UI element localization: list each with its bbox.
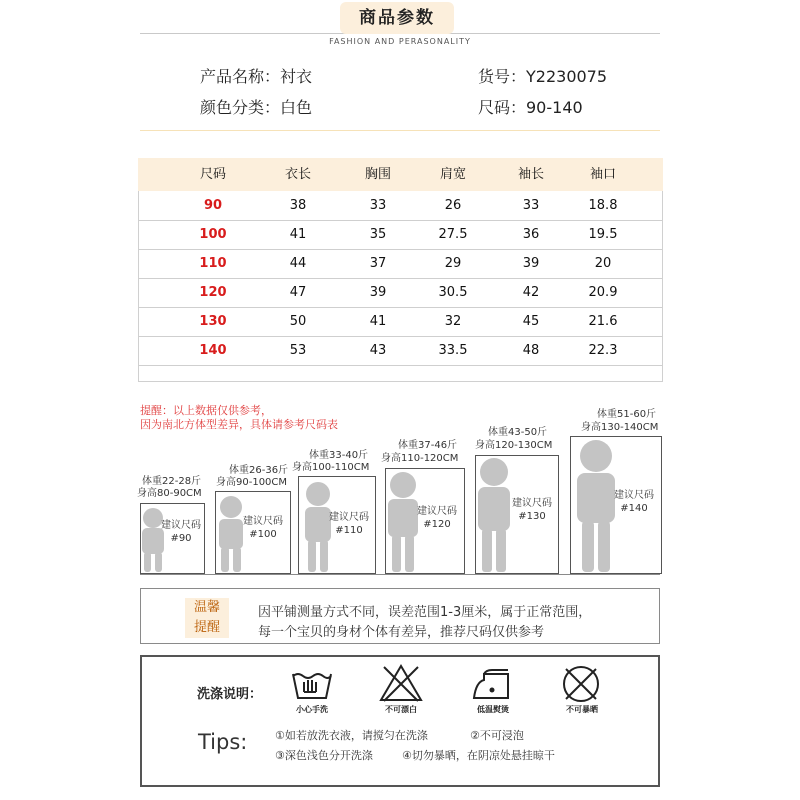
kid-size: #130 [518,511,546,522]
kid-height: 身高100-110CM [292,462,370,473]
table-cell: 39 [522,256,540,271]
table-cell: 26 [444,198,462,213]
kid-size: #110 [335,525,363,536]
kid-recommend: 建议尺码 [512,498,552,509]
header-cell: 袖长 [517,167,544,182]
reminder-text-1: 因平铺测量方式不同，误差范围1-3厘米，属于正常范围， [258,605,592,620]
size-cell: 90 [203,198,223,213]
table-header [138,158,663,191]
tag-line-2: 提醒 [193,620,220,635]
wash-label: 不可漂白 [385,705,417,714]
table-cell: 39 [369,285,387,300]
table-cell: 35 [369,227,387,242]
tag-line-1: 温馨 [193,600,220,615]
kid-height: 身高80-90CM [137,488,202,499]
table-cell: 41 [369,314,387,329]
section-title: 商品参数 [340,2,454,34]
kid-recommend: 建议尺码 [329,512,369,523]
product-name: 产品名称：衬衣 [200,67,313,86]
kid-height: 身高90-100CM [216,477,288,488]
kid-height: 身高130-140CM [581,422,659,433]
low-iron-icon [470,668,518,702]
no-sun-dry-icon [560,664,602,704]
kid-weight: 体重26-36斤 [229,465,289,476]
kid-height: 身高120-130CM [475,440,553,451]
hand-wash-icon [290,666,334,702]
size-cell: 110 [199,256,227,271]
table-cell: 45 [522,314,540,329]
table-cell: 32 [444,314,462,329]
size-guide-baseline [140,574,660,575]
kid-size: #90 [170,533,192,544]
wash-label: 不可暴晒 [566,705,598,714]
table-cell: 18.8 [588,198,618,213]
table-cell: 22.3 [588,343,618,358]
params-divider [140,130,660,131]
wash-label: 低温熨烫 [477,705,509,714]
kid-recommend: 建议尺码 [243,516,283,527]
header-cell: 尺码 [199,167,226,182]
table-cell: 33 [522,198,540,213]
product-color: 颜色分类：白色 [200,98,313,117]
table-cell: 47 [289,285,307,300]
table-cell: 48 [522,343,540,358]
header-cell: 衣长 [284,167,311,182]
table-frame [138,191,663,382]
tips-label: Tips: [198,730,248,754]
kid-recommend: 建议尺码 [161,520,201,531]
tip-item: ②不可浸泡 [470,729,524,742]
table-cell: 50 [289,314,307,329]
table-cell: 44 [289,256,307,271]
table-cell: 33 [369,198,387,213]
table-cell: 42 [522,285,540,300]
table-cell: 29 [444,256,462,271]
product-code: 货号：Y2230075 [478,67,608,86]
kid-recommend: 建议尺码 [614,490,654,501]
kid-weight: 体重37-46斤 [398,440,458,451]
kid-size: #100 [249,529,277,540]
table-cell: 36 [522,227,540,242]
table-cell: 30.5 [438,285,468,300]
header-cell: 袖口 [589,167,616,182]
kid-recommend: 建议尺码 [417,506,457,517]
tip-item: ④切勿暴晒，在阴凉处悬挂晾干 [402,749,555,762]
table-cell: 20 [594,256,612,271]
size-cell: 130 [199,314,227,329]
size-cell: 100 [199,227,227,242]
reminder-line-1: 提醒：以上数据仅供参考， [140,404,272,417]
kid-height: 身高110-120CM [381,453,459,464]
table-cell: 38 [289,198,307,213]
table-cell: 53 [289,343,307,358]
table-cell: 21.6 [588,314,618,329]
tip-item: ①如若放洗衣液，请搅匀在洗涤 [275,729,428,742]
kid-size: #120 [423,519,451,530]
kid-size: #140 [620,503,648,514]
header-cell: 胸围 [364,167,391,182]
size-cell: 120 [199,285,227,300]
no-bleach-icon [378,663,424,703]
table-cell: 20.9 [588,285,618,300]
table-cell: 41 [289,227,307,242]
kid-weight: 体重33-40斤 [309,450,369,461]
reminder-text-2: 每一个宝贝的身材个体有差异，推荐尺码仅供参考 [258,625,545,640]
size-cell: 140 [199,343,227,358]
table-cell: 37 [369,256,387,271]
table-cell: 19.5 [588,227,618,242]
warm-reminder-tag [185,598,229,638]
tip-item: ③深色浅色分开洗涤 [275,749,373,762]
kid-weight: 体重43-50斤 [488,427,548,438]
header-cell: 肩宽 [439,167,466,182]
product-size: 尺码：90-140 [478,98,583,117]
table-cell: 27.5 [438,227,468,242]
wash-label: 小心手洗 [296,705,328,714]
kid-weight: 体重22-28斤 [142,476,202,487]
table-cell: 43 [369,343,387,358]
wash-title: 洗涤说明： [197,687,263,702]
table-cell: 33.5 [438,343,468,358]
kid-weight: 体重51-60斤 [597,409,657,420]
section-subtitle: FASHION AND PERASONALITY [329,37,471,46]
reminder-line-2: 因为南北方体型差异，具体请参考尺码表 [140,418,338,431]
